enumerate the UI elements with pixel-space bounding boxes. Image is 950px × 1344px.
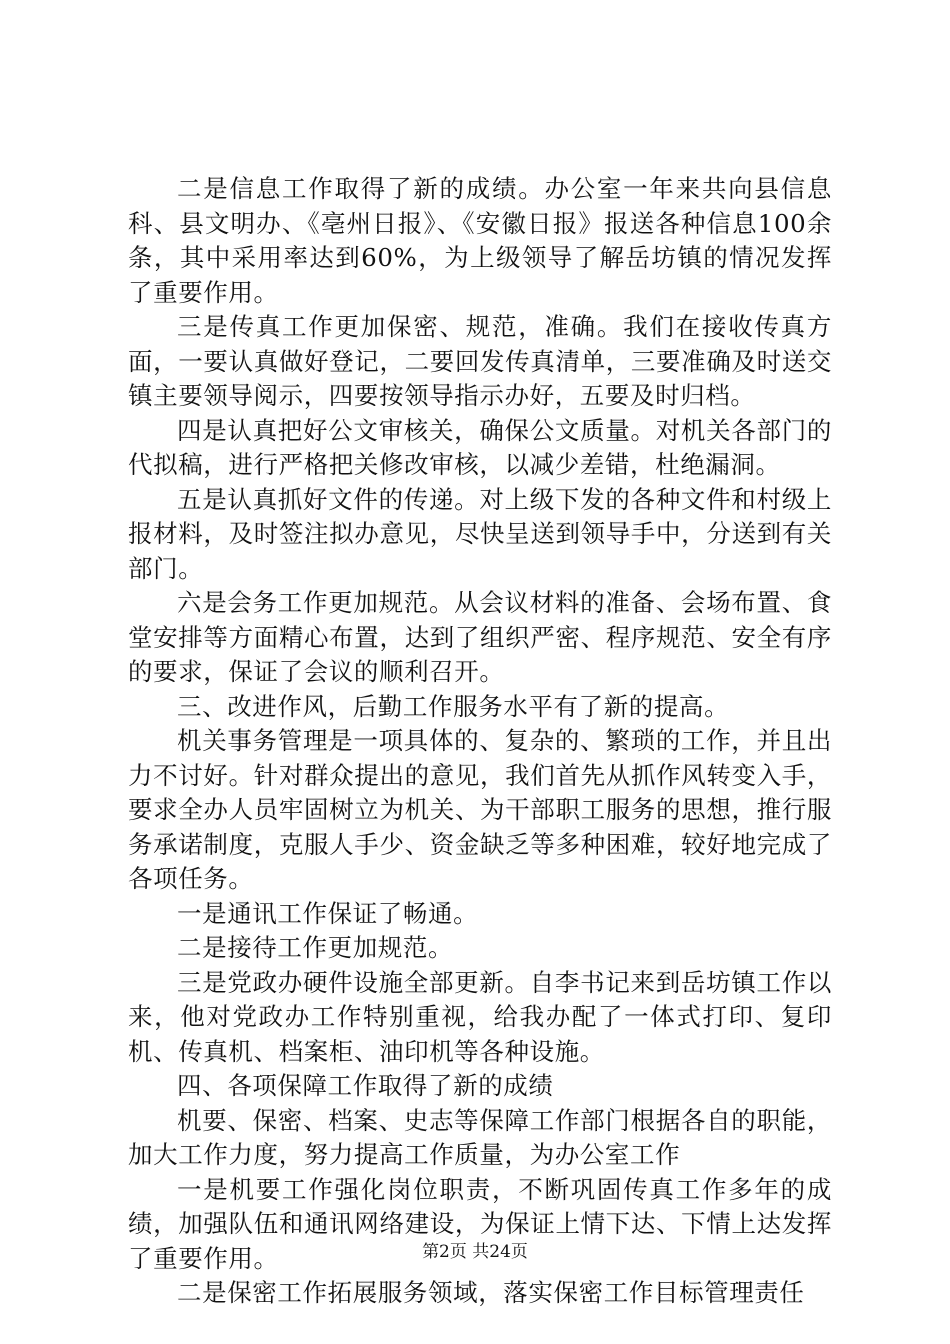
- document-body: [128, 172, 832, 1311]
- paragraph: 三是党政办硬件设施全部更新。自李书记来到岳坊镇工作以来，他对党政办工作特别重视，给我办配了一体式打印、复印机、传真机、档案柜、油印机等各种设施。: [128, 967, 832, 1066]
- paragraph: 机要、保密、档案、史志等保障工作部门根据各自的职能，加大工作力度，努力提高工作质量，为办公室工作: [128, 1105, 832, 1169]
- paragraph: 六是会务工作更加规范。从会议材料的准备、会场布置、食堂安排等方面精心布置，达到了组织严密、程序规范、安全有序的要求，保证了会议的顺利召开。: [128, 588, 832, 686]
- paragraph: 二是接待工作更加规范。: [177, 933, 454, 962]
- paragraph: 二是保密工作拓展服务领域，落实保密工作目标管理责任: [177, 1278, 805, 1307]
- paragraph: 五是认真抓好文件的传递。对上级下发的各种文件和村级上报材料，及时签注拟办意见，尽快呈送到领导手中，分送到有关部门。: [128, 484, 832, 583]
- paragraph: 二是信息工作取得了新的成绩。办公室一年来共向县信息科、县文明办、《亳州日报》、《安徽日报》报送各种信息100余条，其中采用率达到60%，为上级领导了解岳坊镇的情况发挥了重要作用。: [128, 174, 832, 307]
- paragraph: 三是传真工作更加保密、规范，准确。我们在接收传真方面，一要认真做好登记，二要回发传真清单，三要准确及时送交镇主要领导阅示，四要按领导指示办好，五要及时归档。: [128, 312, 832, 410]
- paragraph: 四是认真把好公文审核关，确保公文质量。对机关各部门的代拟稿，进行严格把关修改审核，以减少差错，杜绝漏洞。: [128, 415, 832, 479]
- paragraph: 一是机要工作强化岗位职责，不断巩固传真工作多年的成绩，加强队伍和通讯网络建设，为保证上情下达、下情上达发挥了重要作用。: [128, 1174, 832, 1273]
- section-heading: 三、改进作风，后勤工作服务水平有了新的提高。: [177, 691, 730, 721]
- paragraph: 机关事务管理是一项具体的、复杂的、繁琐的工作，并且出力不讨好。针对群众提出的意见，我们首先从抓作风转变入手，要求全办人员牢固树立为机关、为干部职工服务的思想，推行服务承诺制度，克服人手少、资金缺乏等多种困难，较好地完成了各项任务。: [128, 726, 832, 893]
- section-heading: 四、各项保障工作取得了新的成绩: [177, 1071, 554, 1100]
- paragraph: 一是通讯工作保证了畅通。: [177, 898, 479, 928]
- page-number-footer: 第2页 共24页: [422, 1242, 528, 1262]
